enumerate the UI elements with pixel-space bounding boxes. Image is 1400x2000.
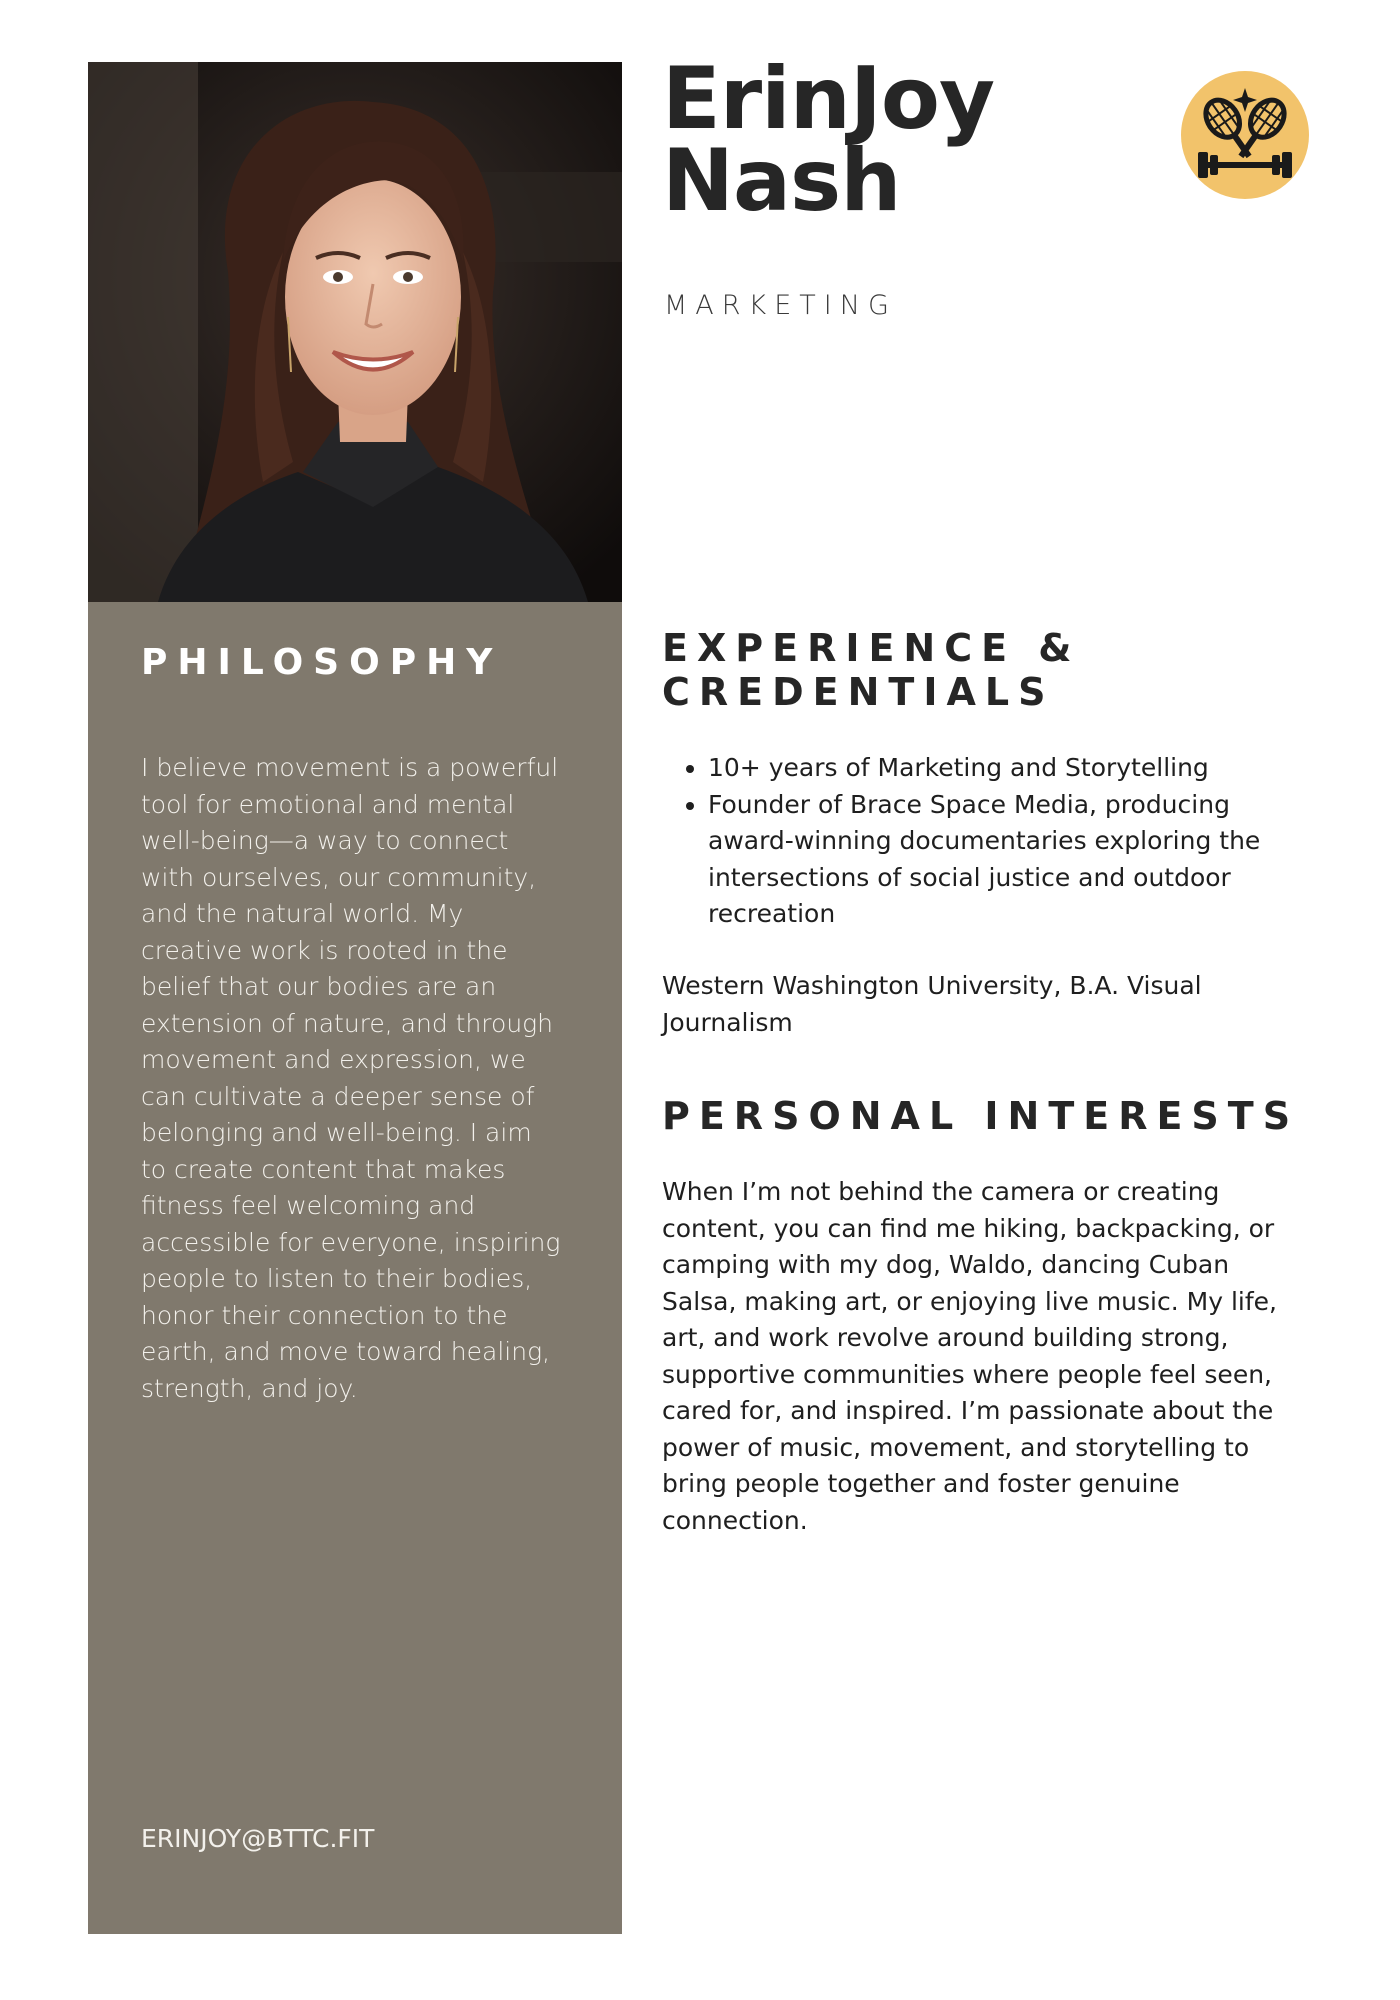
list-item: • Founder of Brace Space Media, producing award-winning documentaries exploring the intersections of social justice and outdoor recreation xyxy=(708,787,1312,933)
portrait-illustration xyxy=(88,62,622,602)
role-title: MARKETING xyxy=(664,290,897,321)
email-link[interactable]: ERINJOY@BTTC.FIT xyxy=(141,1824,375,1853)
sidebar-panel xyxy=(88,602,622,1934)
philosophy-text: I believe movement is a powerful tool for emotional and mental well-being—a way to connect with ourselves, our community, and the natural world. My creative work is rooted in the belief that our bodies are an extension of nature, and through movement and expression, we can cultivate a deeper sense of belonging and well-being. I aim to create content that makes fitness feel welcoming and accessible for everyone, inspiring people to listen to their bodies, honor their connection to the earth, and move toward healing, strength, and joy. xyxy=(141,753,561,1403)
person-name xyxy=(662,49,995,231)
interests-text: When I’m not behind the camera or creating content, you can find me hiking, backpacking, or camping with my dog, Waldo, dancing Cuban Salsa, making art, or enjoying live music. My life, art, and work revolve around building strong, supportive communities where people feel seen, cared for, and inspired. I’m passionate about the power of music, movement, and storytelling to bring people together and foster genuine connection. xyxy=(662,1177,1277,1535)
last-name: Nash xyxy=(662,131,901,231)
list-item: • 10+ years of Marketing and Storytelling xyxy=(708,750,1312,787)
experience-list xyxy=(662,750,1312,933)
tennis-rackets-logo-icon xyxy=(1180,70,1310,200)
education-text: Western Washington University, B.A. Visual Journalism xyxy=(662,971,1202,1037)
experience-heading: EXPERIENCE & CREDENTIALS xyxy=(662,626,1081,714)
philosophy-heading: PHILOSOPHY xyxy=(141,642,503,683)
interests-heading: PERSONAL INTERESTS xyxy=(662,1094,1300,1138)
portrait-photo xyxy=(88,62,622,602)
first-name: ErinJoy xyxy=(662,49,995,149)
